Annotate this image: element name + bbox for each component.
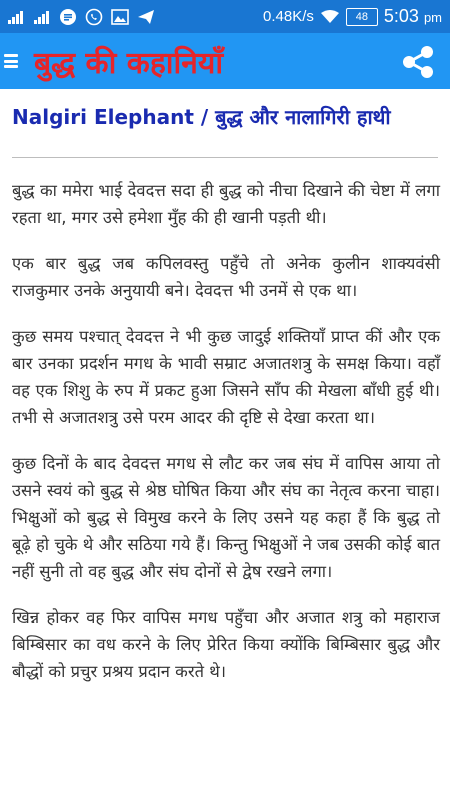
network-speed: 0.48K/s (263, 8, 314, 25)
paragraph: कुछ दिनों के बाद देवदत्त मगध से लौट कर जब संघ में वापिस आया तो उसने स्वयं को बुद्ध से श्रेष्ठ घोषित किया और संघ का नेतृत्व करना चाहा। भिक्षुओं को बुद्ध से विमुख करने के लिए उसने यह कहा हैं कि बुद्ध तो बूढ़े हो चुके थे और सठिया गये हैं। किन्तु भिक्षुओं ने जब उसकी कोई बात नहीं सुनी तो वह बुद्ध और संघ दोनों से द्वेष रखने लगा। (12, 454, 440, 581)
app-bar (0, 33, 450, 89)
clock (384, 6, 442, 27)
paragraph: कुछ समय पश्चात् देवदत्त ने भी कुछ जादुई शक्तियाँ प्राप्त कीं और एक बार उनका प्रदर्शन मगध के भावी सम्राट अजातशत्रु के समक्ष किया। वहाँ वह एक शिशु के रुप में प्रकट हुआ जिसने साँप की मेखला बाँधी हुई थी। तभी से अजातशत्रु उसे परम आदर की दृष्टि से देखा करता था। (12, 327, 440, 427)
paragraph: एक बार बुद्ध जब कपिलवस्तु पहुँचे तो अनेक कुलीन शाक्यवंसी राजकुमार उनके अनुयायी बने। देवदत्त भी उनमें से एक था। (12, 254, 440, 300)
message-icon (58, 7, 78, 27)
signal-icon (32, 7, 52, 27)
post-title: Nalgiri Elephant / बुद्ध और नालागिरी हाथी (12, 105, 391, 129)
signal-icon (6, 7, 26, 27)
wifi-icon (320, 7, 340, 27)
paragraph: खिन्न होकर वह फिर वापिस मगध पहुँचा और अजात शत्रु को महाराज बिम्बिसार का वध करने के लिए प्रेरित किया क्योंकि बिम्बिसार बुद्ध और बौद्धों को प्रचुर प्रश्रय प्रदान करते थे। (12, 608, 440, 681)
gallery-icon (110, 7, 130, 27)
clock-suffix: pm (423, 10, 442, 25)
status-bar (0, 0, 450, 33)
share-icon[interactable] (398, 42, 438, 82)
whatsapp-icon (84, 7, 104, 27)
send-icon (136, 7, 156, 27)
clock-time: 5:03 (383, 6, 419, 26)
paragraph: बुद्ध का ममेरा भाई देवदत्त सदा ही बुद्ध को नीचा दिखाने की चेष्टा में लगा रहता था, मगर उसे हमेशा मुँह की ही खानी पड़ती थी। (12, 181, 440, 227)
article-body (12, 177, 440, 704)
hamburger-menu-icon[interactable] (4, 50, 26, 72)
battery-indicator (346, 8, 378, 26)
app-title: बुद्ध की कहानियाँ (34, 45, 224, 81)
title-divider (12, 157, 438, 158)
notification-icons (0, 7, 156, 27)
battery-level: 48 (355, 10, 368, 23)
article-content[interactable] (0, 89, 450, 800)
